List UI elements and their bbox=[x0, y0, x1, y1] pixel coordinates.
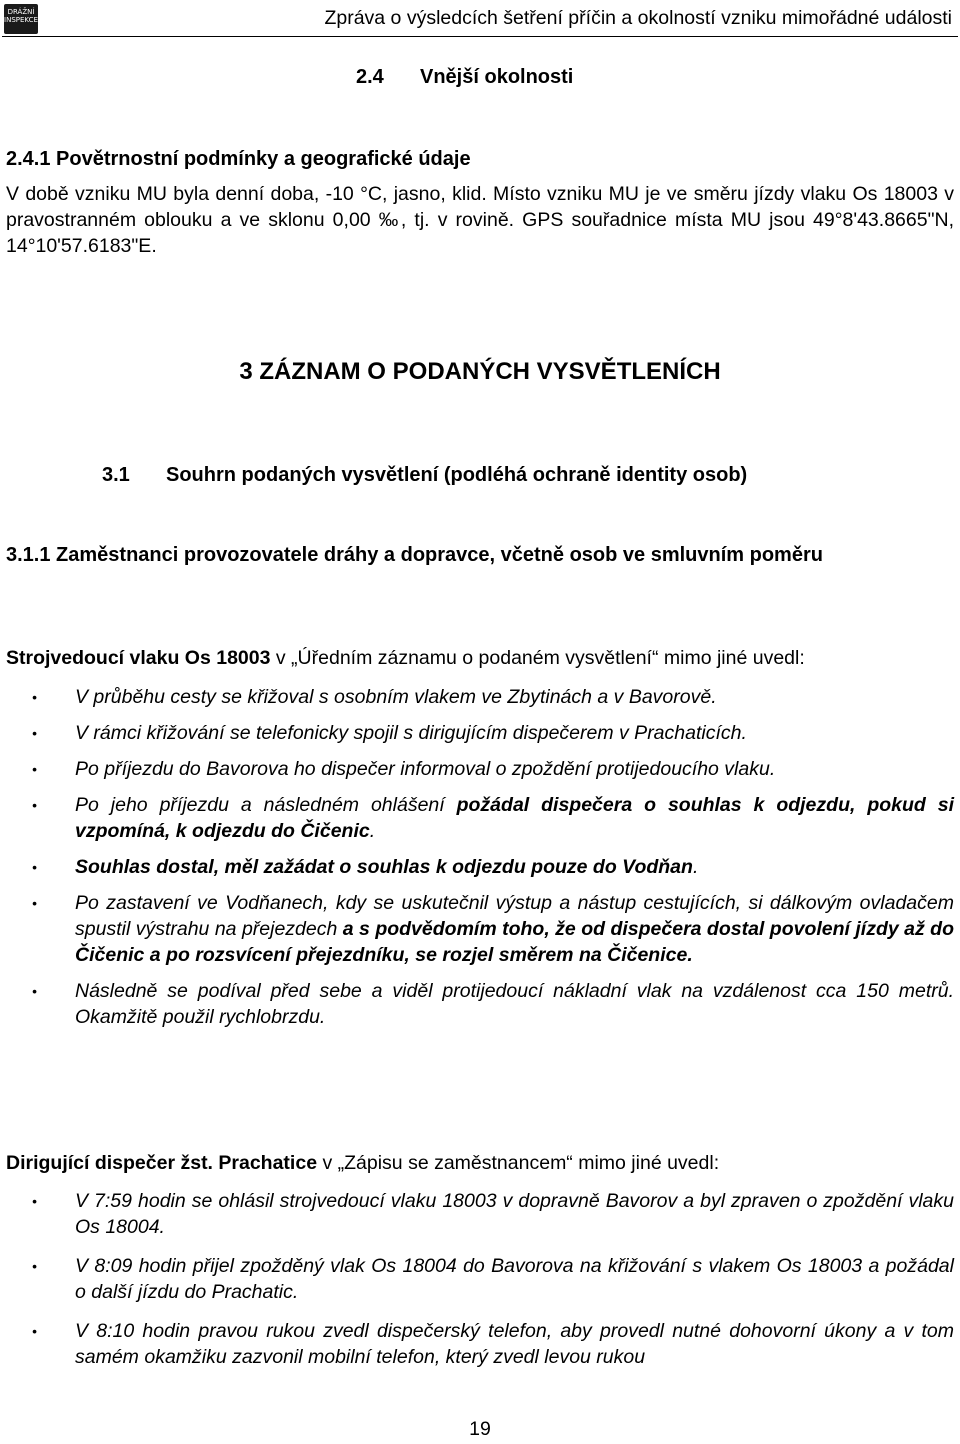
dispatcher-statements bbox=[6, 1188, 954, 1370]
list-item: • Souhlas dostal, měl zažádat o souhlas k odjezdu pouze do Vodňan. bbox=[6, 854, 954, 880]
header-divider bbox=[2, 36, 958, 37]
list-item: • Po příjezdu do Bavorova ho dispečer informoval o zpoždění protijedoucího vlaku. bbox=[6, 756, 954, 782]
list-item: • Následně se podíval před sebe a viděl protijedoucí nákladní vlak na vzdálenost cca 150 metrů. Okamžitě použil rychlobrzdu. bbox=[6, 978, 954, 1030]
list-item: • V 7:59 hodin se ohlásil strojvedoucí vlaku 18003 v dopravně Bavorov a byl zpraven o zpoždění vlaku Os 18004. bbox=[6, 1188, 954, 1240]
dispatcher-intro: Dirigující dispečer žst. Prachatice v „Zápisu se zaměstnancem“ mimo jiné uvedl: bbox=[6, 1152, 720, 1174]
driver-intro: Strojvedoucí vlaku Os 18003 v „Úředním záznamu o podaném vysvětlení“ mimo jiné uvedl: bbox=[6, 647, 805, 669]
list-item: • V průběhu cesty se křižoval s osobním vlakem ve Zbytinách a v Bavorově. bbox=[6, 684, 954, 710]
page-number: 19 bbox=[469, 1418, 491, 1440]
list-item: • V 8:09 hodin přijel zpožděný vlak Os 18004 do Bavorova na křižování s vlakem Os 18003 a požádal o další jízdu do Prachatic. bbox=[6, 1253, 954, 1305]
list-item: • Po jeho příjezdu a následném ohlášení požádal dispečera o souhlas k odjezdu, pokud si vzpomíná, k odjezdu do Čičenic. bbox=[6, 792, 954, 844]
section-3-1-heading: 3.1 Souhrn podaných vysvětlení (podléhá ochraně identity osob) bbox=[102, 464, 748, 486]
list-item: • V rámci křižování se telefonicky spojil s dirigujícím dispečerem v Prachaticích. bbox=[6, 720, 954, 746]
chapter-3-title: 3 ZÁZNAM O PODANÝCH VYSVĚTLENÍCH bbox=[239, 358, 721, 385]
document-header-title: Zpráva o výsledcích šetření příčin a okolností vzniku mimořádné události bbox=[324, 7, 952, 29]
section-2-4-heading: 2.4 Vnější okolnosti bbox=[356, 66, 574, 88]
list-item: • Po zastavení ve Vodňanech, kdy se uskutečnil výstup a nástup cestujících, si dálkovým ovladačem spustil výstrahu na přejezdech a s podvědomím toho, že od dispečera dostal povolení jízdy až do Čičenic a po rozsvícení přejezdníku, se rozjel směrem na Čičenice. bbox=[6, 890, 954, 968]
list-item: • V 8:10 hodin pravou rukou zvedl dispečerský telefon, aby provedl nutné dohovorní úkony a v tom samém okamžiku zazvonil mobilní telefon, který zvedl levou rukou bbox=[6, 1318, 954, 1370]
weather-paragraph: V době vzniku MU byla denní doba, -10 °C, jasno, klid. Místo vzniku MU je ve směru jízdy vlaku Os 18003 v pravostranném oblouku a ve sklonu 0,00 ‰, tj. v rovině. GPS souřadnice místa MU jsou 49°8'43.8665"N, 14°10'57.6183"E. bbox=[6, 183, 954, 257]
drazni-inspekce-logo bbox=[4, 4, 38, 34]
section-3-1-1-heading: 3.1.1 Zaměstnanci provozovatele dráhy a dopravce, včetně osob ve smluvním poměru bbox=[6, 544, 823, 566]
logo-text: DRÁŽNÍ INSPEKCE bbox=[4, 8, 38, 24]
section-2-4-1-heading: 2.4.1 Povětrnostní podmínky a geografické údaje bbox=[6, 148, 471, 170]
driver-statements bbox=[6, 684, 954, 1030]
